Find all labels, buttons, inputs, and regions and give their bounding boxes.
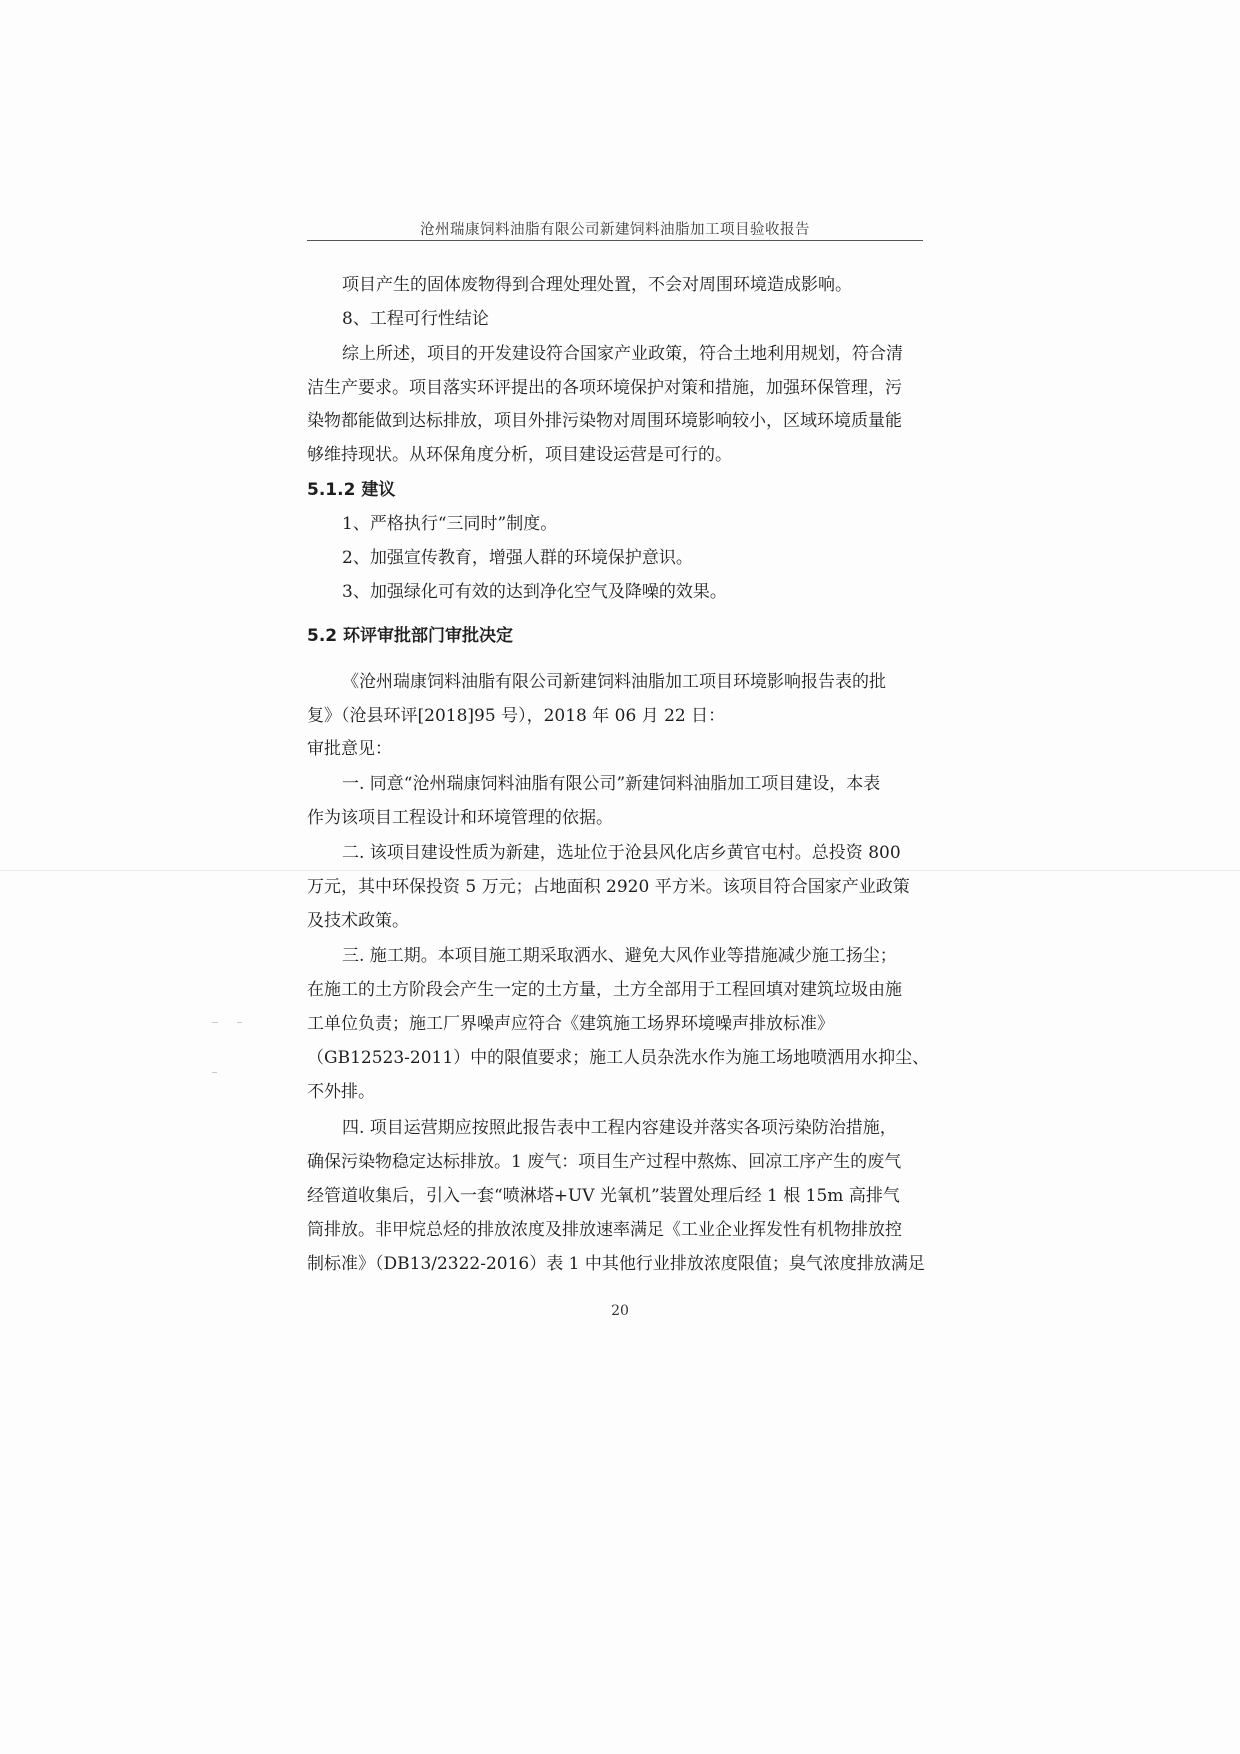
paragraph-line: （GB12523-2011）中的限值要求；施工人员杂洗水作为施工场地喷洒用水抑尘、 <box>307 1048 930 1068</box>
header-rule <box>307 240 923 241</box>
paragraph-line: 够维持现状。从环保角度分析，项目建设运营是可行的。 <box>307 445 732 465</box>
paragraph-line: 《沧州瑞康饲料油脂有限公司新建饲料油脂加工项目环境影响报告表的批 <box>342 672 886 692</box>
paragraph-line: 三. 施工期。本项目施工期采取洒水、避免大风作业等措施减少施工扬尘； <box>342 946 897 966</box>
paragraph-line: 及技术政策。 <box>307 911 409 931</box>
paragraph-line: 项目产生的固体废物得到合理处理处置，不会对周围环境造成影响。 <box>342 275 852 295</box>
page-number: 20 <box>611 1303 629 1319</box>
scan-speck <box>212 1072 217 1073</box>
paragraph-line: 四. 项目运营期应按照此报告表中工程内容建设并落实各项污染防治措施， <box>342 1118 897 1138</box>
section-heading-5-1-2: 5.1.2 建议 <box>307 480 396 500</box>
paragraph-line: 洁生产要求。项目落实环评提出的各项环境保护对策和措施，加强环保管理，污 <box>307 378 902 398</box>
list-item: 3、加强绿化可有效的达到净化空气及降噪的效果。 <box>342 582 727 602</box>
paragraph-line: 确保污染物稳定达标排放。1 废气：项目生产过程中熬炼、回凉工序产生的废气 <box>307 1152 902 1172</box>
list-item: 1、严格执行“三同时”制度。 <box>342 514 558 534</box>
section-heading: 8、工程可行性结论 <box>342 309 489 329</box>
scan-speck <box>237 1022 242 1023</box>
paragraph-line: 染物都能做到达标排放，项目外排污染物对周围环境影响较小，区域环境质量能 <box>307 411 902 431</box>
paragraph-line: 经管道收集后，引入一套“喷淋塔+UV 光氧机”装置处理后经 1 根 15m 高排气 <box>307 1186 900 1206</box>
paragraph-line: 复》（沧县环评[2018]95 号），2018 年 06 月 22 日： <box>307 706 726 726</box>
scan-speck <box>212 1022 218 1023</box>
scan-fold-line <box>0 870 1240 871</box>
paragraph-line: 工单位负责；施工厂界噪声应符合《建筑施工场界环境噪声排放标准》 <box>307 1014 834 1034</box>
paragraph-line: 不外排。 <box>307 1082 375 1102</box>
paragraph-line: 二. 该项目建设性质为新建，选址位于沧县风化店乡黄官屯村。总投资 800 <box>342 843 901 863</box>
paragraph-line: 一. 同意“沧州瑞康饲料油脂有限公司”新建饲料油脂加工项目建设，本表 <box>342 774 881 794</box>
list-item: 2、加强宣传教育，增强人群的环境保护意识。 <box>342 548 693 568</box>
paragraph-line: 审批意见： <box>307 739 392 759</box>
paragraph-line: 在施工的土方阶段会产生一定的土方量，土方全部用于工程回填对建筑垃圾由施 <box>307 980 902 1000</box>
paragraph-line: 作为该项目工程设计和环境管理的依据。 <box>307 808 613 828</box>
section-heading-5-2: 5.2 环评审批部门审批决定 <box>307 626 514 646</box>
paragraph-line: 综上所述，项目的开发建设符合国家产业政策，符合土地利用规划，符合清 <box>342 344 903 364</box>
paragraph-line: 筒排放。非甲烷总烃的排放浓度及排放速率满足《工业企业挥发性有机物排放控 <box>307 1220 902 1240</box>
paragraph-line: 万元，其中环保投资 5 万元；占地面积 2920 平方米。该项目符合国家产业政策 <box>307 877 910 897</box>
paragraph-line: 制标准》（DB13/2322-2016）表 1 中其他行业排放浓度限值；臭气浓度排放满足 <box>307 1254 925 1274</box>
running-header: 沧州瑞康饲料油脂有限公司新建饲料油脂加工项目验收报告 <box>420 222 810 238</box>
